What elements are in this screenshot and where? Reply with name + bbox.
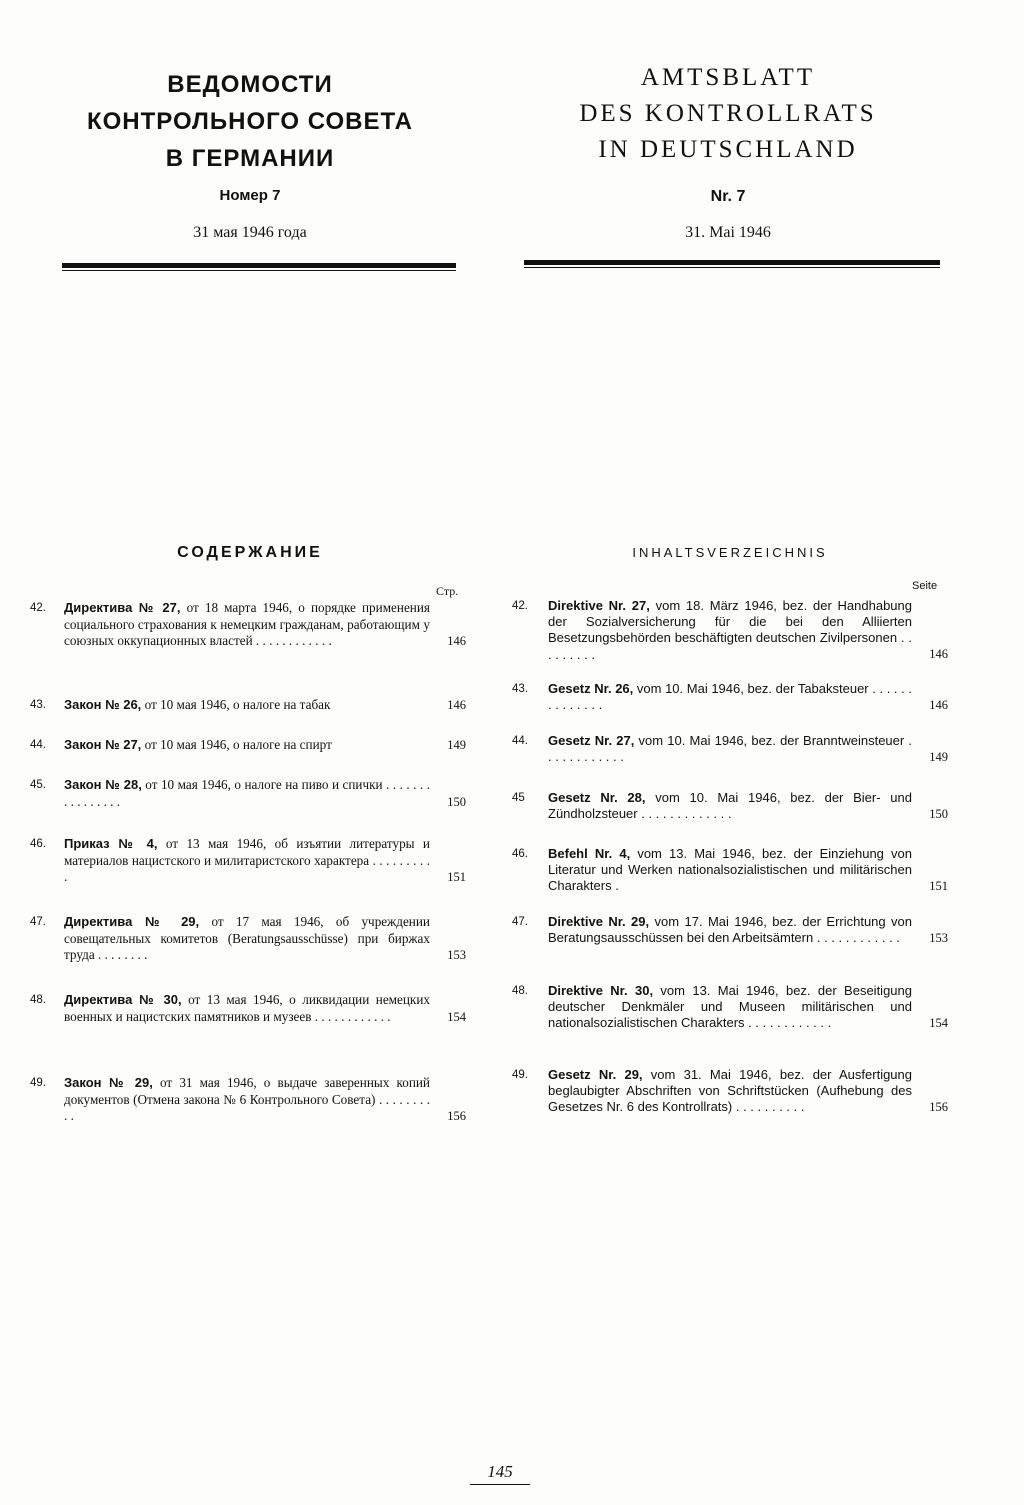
- masthead-rule: [62, 263, 456, 272]
- entry-title: Gesetz Nr. 28,: [548, 790, 646, 805]
- entry-text: vom 10. Mai 1946, bez. der Branntweinsteuer . . . . . . . . . . . .: [548, 733, 912, 765]
- page-column-label: Стр.: [436, 584, 459, 598]
- toc-entry: [512, 733, 948, 765]
- entry-number: 44.: [512, 735, 528, 747]
- entry-title: Gesetz Nr. 26,: [548, 681, 634, 696]
- entry-page: 156: [929, 1100, 948, 1115]
- entry-body: [548, 733, 912, 765]
- entry-text: vom 18. März 1946, bez. der Handhabung der Sozialversicherung für die bei den Alliierten Besetzungsbehörden beschäftigten deutschen Zivilpersonen . . . . . . . . .: [548, 598, 912, 662]
- entry-body: [548, 790, 912, 822]
- toc-entry: [30, 697, 466, 714]
- entry-title: Директива № 29,: [64, 914, 200, 929]
- entry-title: Директива № 27,: [64, 600, 181, 615]
- entry-page: 156: [447, 1109, 466, 1123]
- entry-text: от 10 мая 1946, о налоге на табак: [141, 697, 331, 712]
- toc-entry: [512, 681, 948, 713]
- entry-title: Direktive Nr. 30,: [548, 983, 654, 998]
- entry-text: vom 13. Mai 1946, bez. der Einziehung von Literatur und Werken nationalsozialistischen und militärischen Charakters .: [548, 846, 913, 894]
- entry-title: Direktive Nr. 27,: [548, 598, 650, 613]
- masthead-title-line: В ГЕРМАНИИ: [165, 145, 335, 172]
- entry-number: 44.: [30, 739, 46, 751]
- toc-entry: [512, 914, 948, 946]
- entry-number: 42.: [512, 600, 528, 612]
- toc-entry: [30, 836, 466, 886]
- toc-entry: [30, 1075, 466, 1125]
- entry-body: [64, 1075, 430, 1125]
- issue-number: Nr. 7: [710, 188, 746, 205]
- entry-text: от 10 мая 1946, о налоге на пиво и спички . . . . . . . . . . . . . . . .: [64, 777, 430, 809]
- toc-heading-de: INHALTSVERZEICHNIS: [632, 545, 828, 560]
- entry-text: vom 10. Mai 1946, bez. der Tabaksteuer . . . . . . . . . . . . . .: [548, 681, 912, 713]
- entry-page: 153: [929, 930, 948, 945]
- entry-page: 146: [447, 698, 466, 712]
- masthead-de: [518, 60, 938, 242]
- page-number-underline: [470, 1484, 530, 1485]
- entry-page: 150: [447, 794, 466, 809]
- toc-entry: [512, 1067, 948, 1116]
- entry-page: 146: [929, 697, 948, 712]
- entry-title: Gesetz Nr. 29,: [548, 1067, 643, 1082]
- entry-body: [64, 836, 430, 886]
- entry-body: [548, 681, 912, 713]
- entry-text: от 17 мая 1946, об учреждении совещательных комитетов (Beratungsausschüsse) при биржах труда . . . . . . . .: [64, 914, 430, 962]
- entry-text: от 18 марта 1946, о порядке применения социального страхования к немецким гражданам, работающим у союзных оккупационных властей . . . . . . . . . . . .: [64, 600, 430, 648]
- entry-number: 43.: [30, 699, 46, 711]
- entry-text: от 13 мая 1946, об изъятии литературы и материалов нацистского и милитаристского характера . . . . . . . . . .: [64, 836, 430, 884]
- masthead-title-line: IN DEUTSCHLAND: [598, 136, 858, 163]
- page-column-label: Seite: [912, 580, 938, 592]
- masthead-title-line: КОНТРОЛЬНОГО СОВЕТА: [86, 108, 413, 135]
- toc-entry: [30, 992, 466, 1025]
- toc-entry: [512, 598, 948, 663]
- entry-page: 146: [447, 634, 466, 648]
- entry-number: 46.: [30, 838, 46, 850]
- entry-page: 154: [929, 1016, 948, 1031]
- entry-title: Закон № 28,: [64, 777, 142, 792]
- entry-body: [64, 914, 430, 964]
- toc-entry: [512, 983, 948, 1032]
- entry-page: 151: [929, 879, 948, 894]
- entry-body: [64, 777, 430, 810]
- entry-number: 46.: [512, 848, 528, 860]
- entry-text: vom 13. Mai 1946, bez. der Beseitigung deutscher Denkmäler und Museen militärischen und nationalsozialistischen Charakters . . . . . . . . . . . .: [548, 983, 912, 1031]
- masthead-title-line: DES KONTROLLRATS: [579, 100, 877, 127]
- masthead-title-line: AMTSBLATT: [640, 64, 816, 91]
- entry-body: [548, 1067, 912, 1116]
- entry-number: 47.: [30, 916, 46, 928]
- masthead-ru: [40, 66, 460, 242]
- entry-page: 149: [929, 749, 948, 764]
- toc-entry: [30, 600, 466, 650]
- toc-entry: [512, 846, 948, 895]
- entry-body: [548, 598, 912, 663]
- entry-title: Приказ № 4,: [64, 836, 158, 851]
- entry-title: Direktive Nr. 29,: [548, 914, 650, 929]
- entry-body: [548, 914, 912, 946]
- entry-title: Закон № 27,: [64, 737, 142, 752]
- entry-title: Директива № 30,: [64, 992, 182, 1007]
- entry-number: 49.: [30, 1077, 46, 1089]
- entry-title: Gesetz Nr. 27,: [548, 733, 635, 748]
- entry-page: 154: [447, 1009, 466, 1024]
- entry-number: 48.: [30, 994, 46, 1006]
- entry-number: 48.: [512, 985, 528, 997]
- page-number: 145: [487, 1462, 513, 1481]
- entry-number: 45: [512, 792, 525, 804]
- entry-number: 43.: [512, 683, 528, 695]
- issue-date: 31 мая 1946 года: [193, 224, 307, 241]
- issue-number: Номер 7: [219, 187, 281, 204]
- toc-entry: [30, 777, 466, 810]
- masthead-rule: [524, 260, 940, 269]
- entry-page: 150: [929, 806, 948, 821]
- toc-entry: [512, 790, 948, 822]
- entry-body: [548, 983, 912, 1032]
- entry-body: [548, 846, 912, 895]
- entry-page: 149: [447, 738, 466, 752]
- entry-number: 47.: [512, 916, 528, 928]
- entry-body: [64, 600, 430, 650]
- entry-text: vom 31. Mai 1946, bez. der Ausfertigung beglaubigter Abschriften von Schriftstücken (Aufhebung des Gesetzes Nr. 6 des Kontrollrats) . . . . . . . . . .: [548, 1067, 912, 1115]
- entry-body: [64, 737, 430, 754]
- entry-title: Befehl Nr. 4,: [548, 846, 631, 861]
- entry-text: от 31 мая 1946, о выдаче заверенных копий документов (Отмена закона № 6 Контрольного Совета) . . . . . . . . . .: [64, 1075, 430, 1123]
- entry-text: от 13 мая 1946, о ликвидации немецких военных и нацистских памятников и музеев . . . . . . . . . . . .: [64, 992, 430, 1024]
- entry-number: 45.: [30, 779, 46, 791]
- entry-text: vom 17. Mai 1946, bez. der Errichtung von Beratungsausschüssen bei den Arbeitsämtern . . . . . . . . . . . .: [548, 914, 913, 946]
- entry-title: Закон № 29,: [64, 1075, 153, 1090]
- entry-title: Закон № 26,: [64, 697, 142, 712]
- entry-body: [64, 697, 430, 714]
- toc-heading-ru: СОДЕРЖАНИЕ: [177, 544, 323, 561]
- entry-text: от 10 мая 1946, о налоге на спирт: [141, 737, 332, 752]
- entry-number: 49.: [512, 1069, 528, 1081]
- entry-page: 151: [447, 870, 466, 884]
- toc-entry: [30, 914, 466, 964]
- entry-body: [64, 992, 430, 1025]
- toc-entry: [30, 737, 466, 754]
- masthead-title-line: ВЕДОМОСТИ: [167, 71, 333, 98]
- entry-number: 42.: [30, 602, 46, 614]
- issue-date: 31. Mai 1946: [685, 224, 771, 241]
- entry-text: vom 10. Mai 1946, bez. der Bier- und Zündholzsteuer . . . . . . . . . . . . .: [548, 790, 912, 822]
- entry-page: 146: [929, 647, 948, 662]
- entry-page: 153: [447, 948, 466, 962]
